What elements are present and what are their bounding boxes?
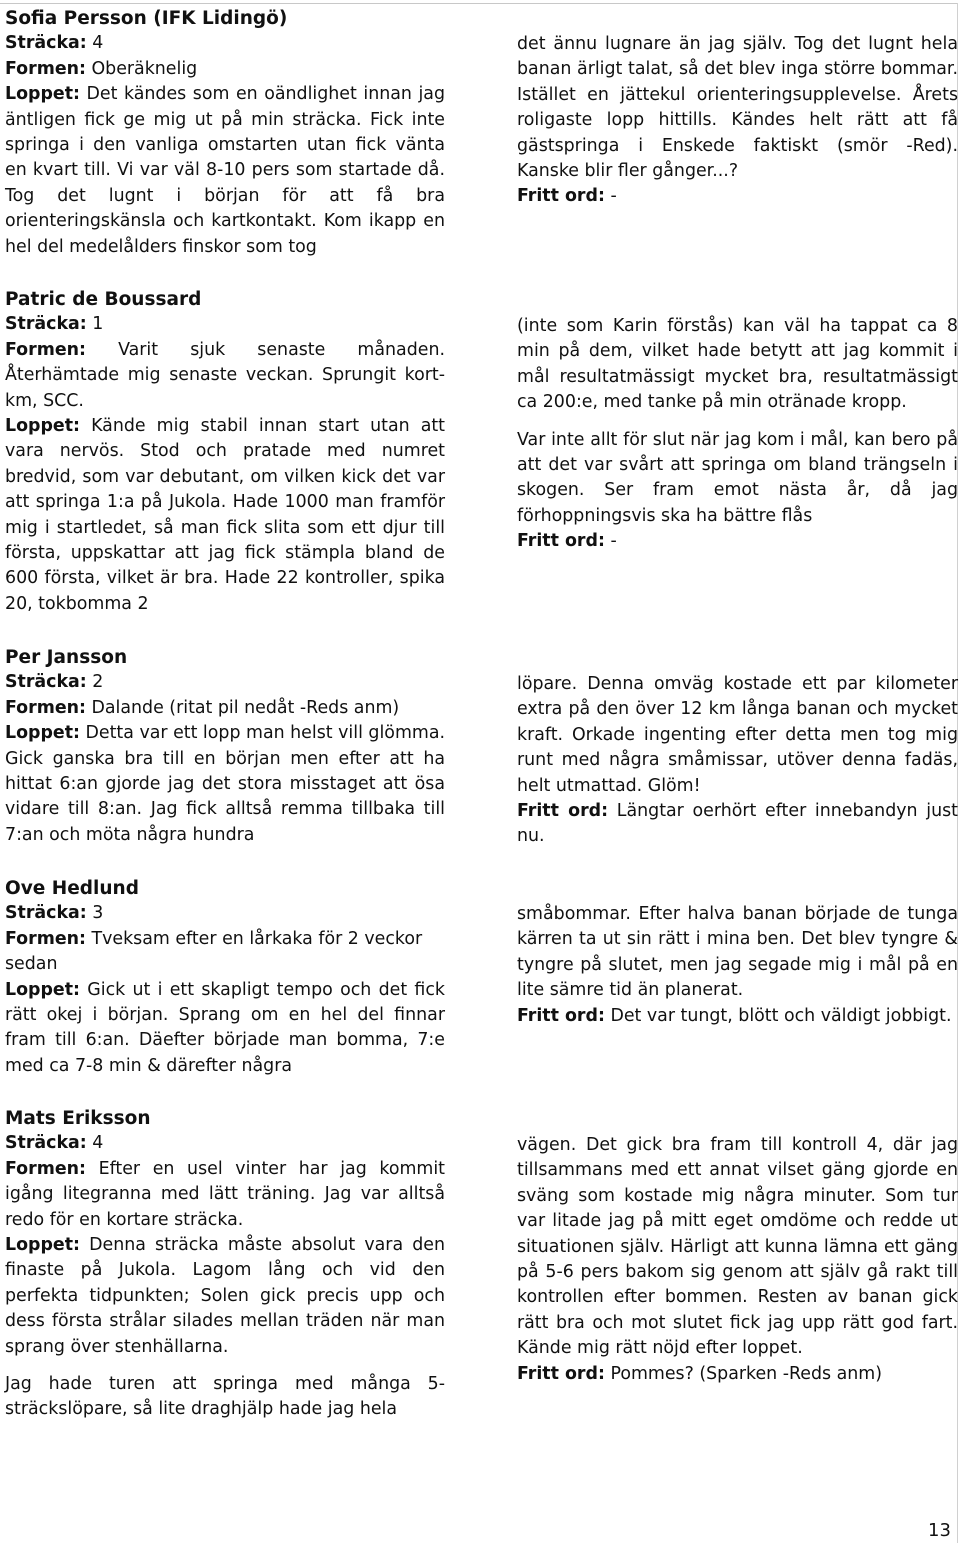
page-top-rule xyxy=(0,3,958,4)
formen-label: Formen: xyxy=(5,697,86,718)
fritt-ord-label: Fritt ord: xyxy=(517,1363,605,1384)
loppet-text: Gick ut i ett skapligt tempo och det fick rätt okej i början. Sprang om en hel del finnar fram till 6:an. Däefter började man bomma, 7:e med ca 7-8 min & därefter några xyxy=(5,979,445,1076)
loppet-continued: vägen. Det gick bra fram till kontroll 4, där jag tillsammans med ett annat vilset gäng gjorde en sväng som kostade mig några minuter. Som tur var litade jag på mitt eget omdöme och redde ut situationen själv. Härligt att kunna lämna ett gäng på 5-6 pers bakom sig genom att själv gå rakt till kontrollen efter bommen. Resten av banan gick rätt bra och mot slutet fick jag upp rätt god fart. Kände mig rätt nöjd efter loppet. xyxy=(517,1135,958,1359)
entry-sofia-right xyxy=(517,32,958,210)
runner-name: Mats Eriksson xyxy=(5,1108,151,1129)
loppet-text: Det kändes som en oändlighet innan jag äntligen fick ge mig ut på min sträcka. Fick inte springa i den vanliga omstarten utan fick vänta en kvart till. Vi var väl 8-10 pers som startade då. Tog det lugnt i början för att få bra orienteringskänsla och kartkontakt. Kom ikapp en hel del medelålders finskor som tog xyxy=(5,84,445,257)
loppet-text: Denna sträcka måste absolut vara den finaste på Jukola. Lagom lång och vid den perfekta tidpunkten; Solen gick precis upp och dess första strålar silades mellan träden när man sprang över stenhällarna. xyxy=(5,1235,445,1357)
fritt-ord-label: Fritt ord: xyxy=(517,1005,605,1026)
entry-mats-right xyxy=(517,1133,958,1387)
fritt-ord-value: Pommes? (Sparken -Reds anm) xyxy=(604,1363,883,1384)
stracka-label: Sträcka: xyxy=(5,1133,87,1154)
loppet-text: Detta var ett lopp man helst vill glömma. Gick ganska bra till en början men efter att ha hittat 6:an gjorde jag det stora misstaget att ösa vidare till 8:an. Jag fick alltså remma tillbaka till 7:an och möta några hundra xyxy=(5,723,446,845)
formen-value: Varit sjuk senaste månaden. Återhämtade mig senaste veckan. Sprungit kort-km, SCC. xyxy=(5,339,445,411)
loppet-continued: (inte som Karin förstås) kan väl ha tappat ca 8 min på dem, vilket hade betytt att jag kommit i mål resultatmässigt mycket bra, resultatmässigt ca 200:e, med tanke på min otränade kropp. xyxy=(517,316,958,413)
entry-per-right xyxy=(517,672,958,850)
runner-name: Patric de Boussard xyxy=(5,289,202,310)
fritt-ord-value: - xyxy=(604,186,617,207)
runner-name: Per Jansson xyxy=(5,647,128,668)
loppet-continued: småbommar. Efter halva banan började de tunga kärren ta ut sin rätt i mina ben. Det blev tyngre & tyngre på slutet, men jag segade mig i mål på en lite sämre tid än planerat. xyxy=(517,904,958,1001)
formen-label: Formen: xyxy=(5,339,86,360)
entry-patric-left xyxy=(5,287,445,617)
runner-name: Sofia Persson (IFK Lidingö) xyxy=(5,8,288,29)
stracka-label: Sträcka: xyxy=(5,672,87,693)
loppet-label: Loppet: xyxy=(5,84,80,105)
page-number: 13 xyxy=(928,1520,951,1541)
loppet-continued: det ännu lugnare än jag själv. Tog det lugnt hela banan ärligt talat, så det blev inga större bommar. Istället en jättekul orienteringsupplevelse. Årets roligaste lopp hittills. Kändes helt rätt att få gästspringa i Enskede faktiskt (smör -Red). Kanske blir fler gånger...? xyxy=(517,34,958,182)
loppet-continued: löpare. Denna omväg kostade ett par kilometer extra på den över 12 km långa banan och mycket kraft. Orkade ingenting efter detta men tog mig runt med några småmissar, utöver denna fadäs, helt utmattad. Glöm! xyxy=(517,674,958,796)
stracka-label: Sträcka: xyxy=(5,314,87,335)
loppet-text: Kände mig stabil innan start utan att vara nervös. Stod och pratade med numret bredvid, som var debutant, om vilken kick det var att springa 1:a på Jukola. Hade 1000 man framför mig i startledet, så man fick slita som ett djur till första, uppskattar att jag fick stämpla bland de 600 första, vilket är bra. Hade 22 kontroller, spika 20, tokbomma 2 xyxy=(5,416,445,614)
fritt-ord-label: Fritt ord: xyxy=(517,531,605,552)
entry-patric-right xyxy=(517,314,958,555)
fritt-ord-value: Längtar oerhört efter innebandyn just nu. xyxy=(517,801,958,847)
loppet-continued-2: Var inte allt för slut när jag kom i mål, kan bero på att det var svårt att springa om bland trängseln i skogen. Ser fram emot nästa år, då jag förhoppningsvis ska ha bättre flås xyxy=(517,429,958,526)
formen-value: Oberäknelig xyxy=(85,58,198,79)
fritt-ord-value: - xyxy=(604,531,617,552)
stracka-value: 2 xyxy=(86,672,104,693)
loppet-label: Loppet: xyxy=(5,416,80,437)
entry-ove-left xyxy=(5,876,445,1079)
fritt-ord-label: Fritt ord: xyxy=(517,186,605,207)
entry-sofia-left xyxy=(5,6,445,260)
loppet-label: Loppet: xyxy=(5,979,80,1000)
formen-label: Formen: xyxy=(5,1158,86,1179)
formen-label: Formen: xyxy=(5,58,86,79)
loppet-label: Loppet: xyxy=(5,723,80,744)
stracka-value: 3 xyxy=(86,903,104,924)
entry-ove-right xyxy=(517,902,958,1029)
stracka-label: Sträcka: xyxy=(5,903,87,924)
formen-value: Efter en usel vinter har jag kommit igång litegranna med lätt träning. Jag var alltså redo för en kortare sträcka. xyxy=(5,1158,445,1230)
fritt-ord-label: Fritt ord: xyxy=(517,801,609,822)
formen-label: Formen: xyxy=(5,928,86,949)
stracka-value: 4 xyxy=(86,1133,104,1154)
fritt-ord-value: Det var tungt, blött och väldigt jobbigt. xyxy=(604,1005,952,1026)
formen-value: Dalande (ritat pil nedåt -Reds anm) xyxy=(85,697,400,718)
stracka-label: Sträcka: xyxy=(5,33,87,54)
entry-mats-left xyxy=(5,1106,445,1423)
runner-name: Ove Hedlund xyxy=(5,878,139,899)
entry-per-left xyxy=(5,645,445,848)
loppet-text-2: Jag hade turen att springa med många 5-sträckslöpare, så lite draghjälp hade jag hela xyxy=(5,1374,445,1420)
stracka-value: 1 xyxy=(86,314,104,335)
stracka-value: 4 xyxy=(86,33,104,54)
loppet-label: Loppet: xyxy=(5,1235,80,1256)
formen-value: Tveksam efter en lårkaka för 2 veckor sedan xyxy=(5,928,423,975)
